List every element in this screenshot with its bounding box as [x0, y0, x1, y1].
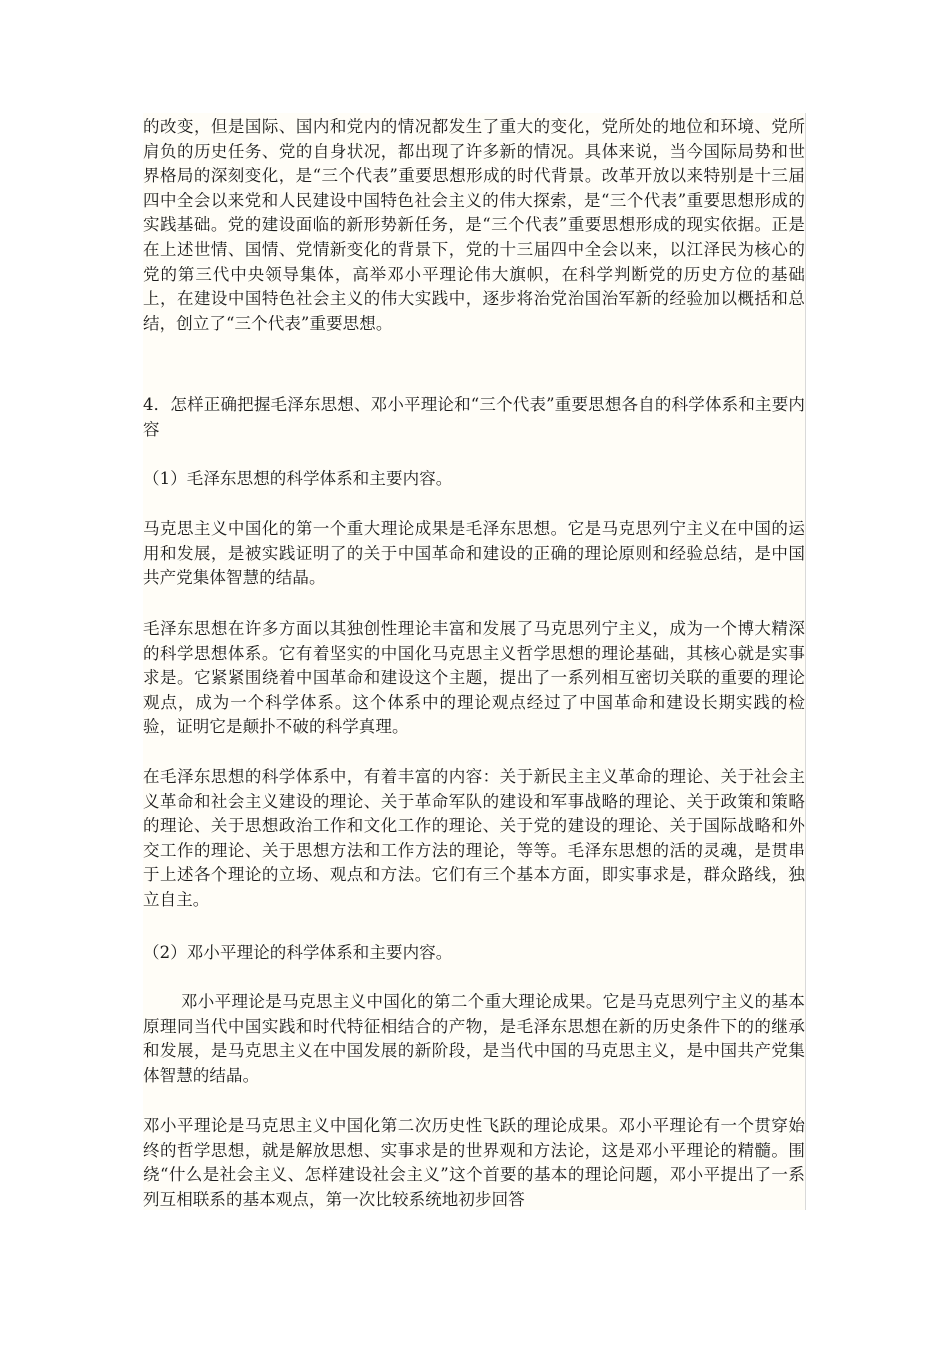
question-4-heading: 4．怎样正确把握毛泽东思想、邓小平理论和“三个代表”重要思想各自的科学体系和主要内容 [143, 395, 805, 439]
paragraph-deng-intro: 邓小平理论是马克思主义中国化的第二个重大理论成果。它是马克思列宁主义的基本原理同当代中国实践和时代特征相结合的产物，是毛泽东思想在新的历史条件下的的继承和发展，是马克思主义在中国发展的新阶段，是当代中国的马克思主义，是中国共产党集体智慧的结晶。 [143, 992, 805, 1085]
paragraph-mao-intro: 马克思主义中国化的第一个重大理论成果是毛泽东思想。它是马克思列宁主义在中国的运用和发展，是被实践证明了的关于中国革命和建设的正确的理论原则和经验总结，是中国共产党集体智慧的结晶。 [143, 519, 805, 588]
subsection-2-heading: （2）邓小平理论的科学体系和主要内容。 [143, 943, 453, 962]
paragraph-mao-system: 毛泽东思想在许多方面以其独创性理论丰富和发展了马克思列宁主义，成为一个博大精深的科学思想体系。它有着坚实的中国化马克思主义哲学思想的理论基础，其核心就是实事求是。它紧紧围绕着中国革命和建设这个主题，提出了一系列相互密切关联的重要的理论观点，成为一个科学体系。这个体系中的理论观点经过了中国革命和建设长期实践的检验，证明它是颠扑不破的科学真理。 [143, 619, 805, 737]
paragraph-continued: 的改变，但是国际、国内和党内的情况都发生了重大的变化，党所处的地位和环境、党所肩负的历史任务、党的自身状况，都出现了许多新的情况。具体来说，当今国际局势和世界格局的深刻变化，是“三个代表”重要思想形成的时代背景。改革开放以来特别是十三届四中全会以来党和人民建设中国特色社会主义的伟大探索，是“三个代表”重要思想形成的实践基础。党的建设面临的新形势新任务，是“三个代表”重要思想形成的现实依据。正是在上述世情、国情、党情新变化的背景下，党的十三届四中全会以来，以江泽民为核心的党的第三代中央领导集体，高举邓小平理论伟大旗帜，在科学判断党的历史方位的基础上，在建设中国特色社会主义的伟大实践中，逐步将治党治国治军新的经验加以概括和总结，创立了“三个代表”重要思想。 [143, 117, 805, 333]
subsection-1-heading: （1）毛泽东思想的科学体系和主要内容。 [143, 469, 453, 488]
paragraph-deng-system: 邓小平理论是马克思主义中国化第二次历史性飞跃的理论成果。邓小平理论有一个贯穿始终的哲学思想，就是解放思想、实事求是的世界观和方法论，这是邓小平理论的精髓。围绕“什么是社会主义、怎样建设社会主义”这个首要的基本的理论问题，邓小平提出了一系列互相联系的基本观点，第一次比较系统地初步回答 [143, 1116, 805, 1209]
document-page [143, 113, 806, 1210]
paragraph-mao-contents: 在毛泽东思想的科学体系中，有着丰富的内容：关于新民主主义革命的理论、关于社会主义革命和社会主义建设的理论、关于革命军队的建设和军事战略的理论、关于政策和策略的理论、关于思想政治工作和文化工作的理论、关于党的建设的理论、关于国际战略和外交工作的理论、关于思想方法和工作方法的理论，等等。毛泽东思想的活的灵魂，是贯串于上述各个理论的立场、观点和方法。它们有三个基本方面，即实事求是，群众路线，独立自主。 [143, 767, 805, 909]
